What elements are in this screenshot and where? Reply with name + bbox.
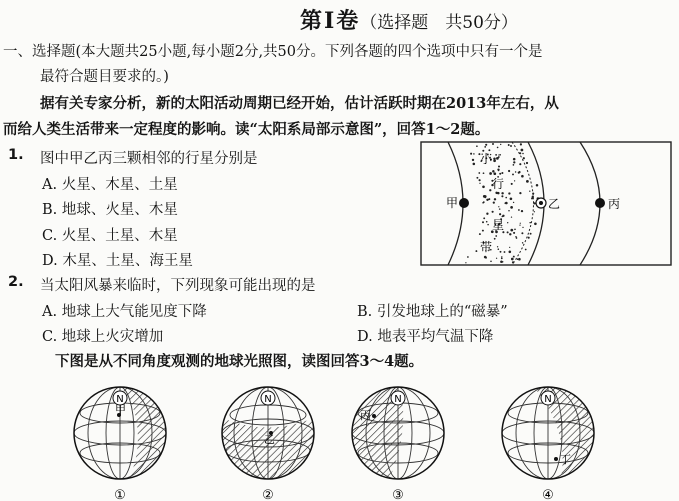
asteroid-dot xyxy=(508,170,510,172)
asteroid-dot xyxy=(497,147,499,149)
belt-char-3: 星 xyxy=(492,218,505,232)
asteroid-dot xyxy=(495,235,497,237)
asteroid-dot xyxy=(523,157,525,159)
planet-yi-label: 乙 xyxy=(548,197,561,211)
asteroid-dot xyxy=(492,143,494,145)
asteroid-dot xyxy=(489,172,492,175)
asteroid-dot xyxy=(502,261,503,262)
asteroid-dot xyxy=(508,210,509,211)
asteroid-dot xyxy=(522,242,523,243)
asteroid-dot xyxy=(493,202,495,204)
asteroid-dot xyxy=(528,237,530,239)
globe-4-point-label: 丁 xyxy=(560,453,571,466)
asteroid-dot xyxy=(506,202,508,204)
globe-1 xyxy=(70,381,170,501)
asteroid-dot xyxy=(510,197,513,200)
passage1-line2: 而给人类生活带来一定程度的影响。读“太阳系局部示意图”，回答1～2题。 xyxy=(3,121,490,138)
asteroid-dot xyxy=(498,248,500,250)
asteroid-dot xyxy=(498,170,499,171)
asteroid-dot xyxy=(522,227,523,228)
asteroid-dot xyxy=(536,184,539,187)
asteroid-dot xyxy=(494,238,496,240)
globe-1-night-side xyxy=(120,381,170,479)
globe-3-point-label: 丙 xyxy=(360,409,371,422)
asteroid-dot xyxy=(518,258,521,261)
asteroid-dot xyxy=(497,246,498,247)
question-1-option-c: C. 火星、土星、木星 xyxy=(42,228,178,244)
asteroid-dot xyxy=(475,250,477,252)
asteroid-dot xyxy=(501,192,503,194)
belt-char-4: 带 xyxy=(480,240,493,254)
asteroid-dot xyxy=(500,144,501,145)
globe-2-pole-label: N xyxy=(264,394,272,405)
asteroid-dot xyxy=(498,206,499,207)
asteroid-dot xyxy=(504,251,506,253)
globe-1-number: ① xyxy=(114,488,126,501)
asteroid-dot xyxy=(482,186,485,189)
asteroid-dot xyxy=(499,213,501,215)
asteroid-dot xyxy=(507,222,508,223)
asteroid-dot xyxy=(479,179,481,181)
asteroid-dot xyxy=(499,173,501,175)
asteroid-dot xyxy=(513,232,515,234)
asteroid-dot xyxy=(497,192,500,195)
question-2-option-b: B. 引发地球上的“磁暴” xyxy=(357,304,508,320)
asteroid-dot xyxy=(495,154,497,156)
page-subtitle: （选择题 共50分） xyxy=(360,13,518,33)
asteroid-dot xyxy=(519,224,520,225)
asteroid-dot xyxy=(486,221,488,223)
asteroid-dot xyxy=(514,180,515,181)
asteroid-dot xyxy=(510,206,513,209)
asteroid-dot xyxy=(499,154,501,156)
asteroid-dot xyxy=(521,232,523,234)
asteroid-dot xyxy=(501,258,503,260)
asteroid-dot xyxy=(493,159,496,162)
question-1-option-d: D. 木星、土星、海王星 xyxy=(42,253,193,269)
passage1-line1: 据有关专家分析，新的太阳活动周期已经开始，估计活跃时期在2013年左右，从 xyxy=(40,95,559,112)
asteroid-dot xyxy=(472,159,474,161)
asteroid-dot xyxy=(513,161,515,163)
asteroid-dot xyxy=(513,256,515,258)
asteroid-dot xyxy=(510,145,512,147)
asteroid-dot xyxy=(519,163,521,165)
asteroid-dot xyxy=(488,198,490,200)
solar-system-diagram xyxy=(420,141,672,266)
asteroid-dot xyxy=(512,261,514,263)
belt-inner-edge xyxy=(512,142,534,265)
asteroid-dot xyxy=(498,154,499,155)
asteroid-dot xyxy=(501,172,503,174)
asteroid-dot xyxy=(496,258,497,259)
asteroid-dot xyxy=(514,228,516,230)
globe-1-point-label: 甲 xyxy=(115,403,126,416)
asteroid-dot xyxy=(490,261,492,263)
asteroid-dot xyxy=(483,201,485,203)
asteroid-dot xyxy=(483,195,486,198)
globe-2-number: ② xyxy=(262,488,274,501)
asteroid-dot xyxy=(519,152,521,154)
asteroid-dot xyxy=(511,258,514,261)
asteroid-dot xyxy=(487,224,489,226)
asteroid-dot xyxy=(467,256,469,258)
asteroid-dot xyxy=(500,251,502,253)
asteroid-dot xyxy=(511,216,512,217)
question-1-number: 1. xyxy=(8,147,24,163)
asteroid-dot xyxy=(501,256,502,257)
asteroid-dot xyxy=(520,223,521,224)
asteroid-dot xyxy=(519,192,521,194)
asteroid-dot xyxy=(513,158,516,161)
asteroid-dot xyxy=(478,172,480,174)
asteroid-dot xyxy=(531,198,532,199)
asteroid-dot xyxy=(521,210,523,212)
asteroid-dot xyxy=(532,193,534,195)
asteroid-dot xyxy=(534,211,535,212)
asteroid-dot xyxy=(479,183,480,184)
asteroid-dot xyxy=(515,236,517,238)
asteroid-dot xyxy=(476,145,478,147)
asteroid-dot xyxy=(505,197,507,199)
asteroid-dot xyxy=(493,172,496,175)
question-2-option-a: A. 地球上大气能见度下降 xyxy=(42,304,207,320)
asteroid-dot xyxy=(509,247,510,248)
globe-4-number: ④ xyxy=(542,488,554,501)
passage2-text: 下图是从不同角度观测的地球光照图，读图回答3～4题。 xyxy=(55,353,424,370)
asteroid-dot xyxy=(520,143,522,145)
globe-4 xyxy=(498,381,598,501)
asteroid-dot xyxy=(526,162,528,164)
asteroid-dot xyxy=(507,231,509,233)
asteroid-dot xyxy=(525,249,527,251)
asteroid-dot xyxy=(534,223,537,226)
planet-bing xyxy=(595,198,605,208)
asteroid-dot xyxy=(511,183,513,185)
page-title: 第Ⅰ卷（选择题 共50分） xyxy=(300,8,518,34)
globe-3 xyxy=(348,381,448,501)
asteroid-dot xyxy=(513,202,514,203)
planet-jia xyxy=(459,198,469,208)
globe-3-point xyxy=(372,414,376,418)
planet-bing-label: 丙 xyxy=(608,197,621,211)
asteroid-dot xyxy=(494,198,496,200)
asteroid-dot xyxy=(473,153,475,155)
asteroid-dot xyxy=(470,153,472,155)
section-instruction-line1: 一、选择题(本大题共25小题,每小题2分,共50分。下列各题的四个选项中只有一个是 xyxy=(3,44,543,60)
asteroid-dot xyxy=(532,196,534,198)
question-2-option-c: C. 地球上火灾增加 xyxy=(42,329,164,345)
asteroid-dot xyxy=(509,251,512,254)
globe-2-point-label: 乙 xyxy=(264,433,275,446)
asteroid-dot xyxy=(518,171,520,173)
asteroid-dot xyxy=(465,262,466,263)
asteroid-dot xyxy=(530,233,532,235)
question-1-option-b: B. 地球、火星、木星 xyxy=(42,202,178,218)
globe-1-pole-label: N xyxy=(116,394,124,405)
asteroid-belt-dots xyxy=(465,143,539,264)
asteroid-dot xyxy=(529,191,530,192)
planet-yi-core xyxy=(539,201,543,205)
asteroid-dot xyxy=(515,171,516,172)
question-1-option-a: A. 火星、木星、土星 xyxy=(42,177,178,193)
belt-char-2: 行 xyxy=(492,177,505,191)
asteroid-dot xyxy=(509,233,511,235)
section-instruction-line2: 最符合题目要求的。) xyxy=(40,69,169,85)
globe-2 xyxy=(218,381,318,501)
asteroid-dot xyxy=(521,149,524,152)
question-2-stem: 当太阳风暴来临时，下列现象可能出现的是 xyxy=(40,278,316,294)
asteroid-dot xyxy=(485,144,487,146)
asteroid-dot xyxy=(526,180,529,183)
asteroid-dot xyxy=(510,229,513,232)
asteroid-dot xyxy=(499,208,500,209)
asteroid-dot xyxy=(508,144,510,146)
question-1-stem: 图中甲乙丙三颗相邻的行星分别是 xyxy=(40,151,258,167)
asteroid-dot xyxy=(488,149,490,151)
asteroid-dot xyxy=(517,258,519,260)
globe-3-number: ③ xyxy=(392,488,404,501)
asteroid-dot xyxy=(529,222,531,224)
asteroid-dot xyxy=(518,209,520,211)
asteroid-dot xyxy=(484,146,486,148)
asteroid-dot xyxy=(513,164,515,166)
asteroid-dot xyxy=(482,221,484,223)
asteroid-dot xyxy=(483,217,485,219)
globe-4-point xyxy=(554,457,558,461)
asteroid-dot xyxy=(521,175,524,178)
asteroid-dot xyxy=(493,170,495,172)
belt-char-1: 小 xyxy=(480,152,493,166)
question-2-option-d: D. 地表平均气温下降 xyxy=(357,329,494,345)
asteroid-dot xyxy=(508,192,510,194)
asteroid-dot xyxy=(498,156,500,158)
asteroid-dot xyxy=(484,256,487,259)
asteroid-dot xyxy=(512,173,514,175)
asteroid-dot xyxy=(498,165,500,167)
asteroid-dot xyxy=(533,202,535,204)
planet-jia-label: 甲 xyxy=(446,196,459,210)
asteroid-dot xyxy=(479,233,481,235)
globe-3-pole-label: N xyxy=(394,394,402,405)
asteroid-dot xyxy=(522,153,524,155)
question-2-number: 2. xyxy=(8,274,24,290)
asteroid-dot xyxy=(492,211,494,213)
asteroid-dot xyxy=(486,213,488,215)
globe-4-pole-label: N xyxy=(544,394,552,405)
asteroid-dot xyxy=(482,230,484,232)
asteroid-dot xyxy=(483,172,485,174)
asteroid-dot xyxy=(473,163,476,166)
asteroid-dot xyxy=(501,195,503,197)
asteroid-dot xyxy=(476,177,478,179)
